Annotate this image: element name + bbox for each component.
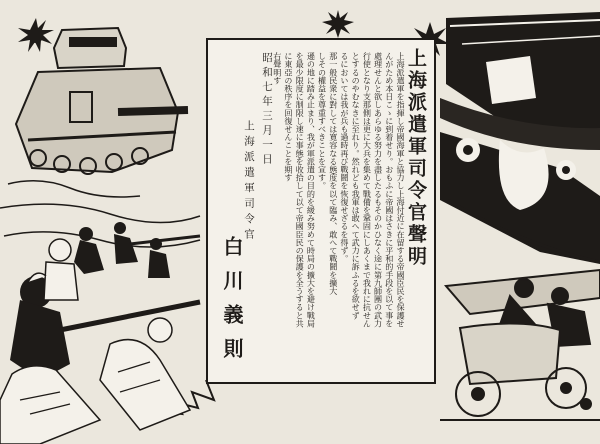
body-line: とするのやむなきに至れり。然れども我軍は敢へて武力に訴ふるを欲せず (351, 52, 362, 320)
proclamation-panel (206, 38, 436, 384)
body-line: 處理せんと欲しあらゆる努力を盡したるもそのかひなく途に第九師團の武力 (373, 52, 384, 328)
body-line: 行使となり支那側は更に大兵を集めて戰備を鞏固にしあくまで我れに抗せん (362, 52, 373, 328)
closing-line: 右聲明す (272, 52, 283, 85)
body-line: 上海派遣軍を指揮し帝國海軍と協力し上海付近に在留する帝國臣民を保護せ (396, 52, 406, 328)
proclamation-body (272, 52, 406, 374)
body-line: を最少限度に制限し速に事態を收拾して以て帝國臣民の保護を全うすると共 (295, 52, 306, 328)
signature-name: 白川義則 (220, 236, 244, 372)
body-line: に東亞の秩序を回復せんことを期す (283, 52, 294, 182)
issuer-title: 上海派遣軍司令官 (243, 120, 255, 244)
body-line: 遜の地に踏み止まり、我が軍派遣の目的を緩み努めて時局の擴大を避け戰局 (306, 52, 317, 328)
body-line: るにおいては我が兵も過時再び戰鬪を恢復せざるを得ず。 (339, 52, 350, 263)
body-line: んがため本日こゝに到着せり。おもふに帝國はさきに平和的手段を以て事を (384, 52, 395, 328)
proclamation-title: 上海派遣軍司令官聲明 (405, 48, 427, 268)
body-line: 那一般民衆に對しては寛容なる態度を以て臨み、敢へて戰鬪を擴大 (328, 52, 339, 295)
proclamation-date: 昭和七年三月一日 (261, 52, 273, 168)
body-line: しその權益を尊重すべきことを宣す。 (317, 52, 328, 190)
